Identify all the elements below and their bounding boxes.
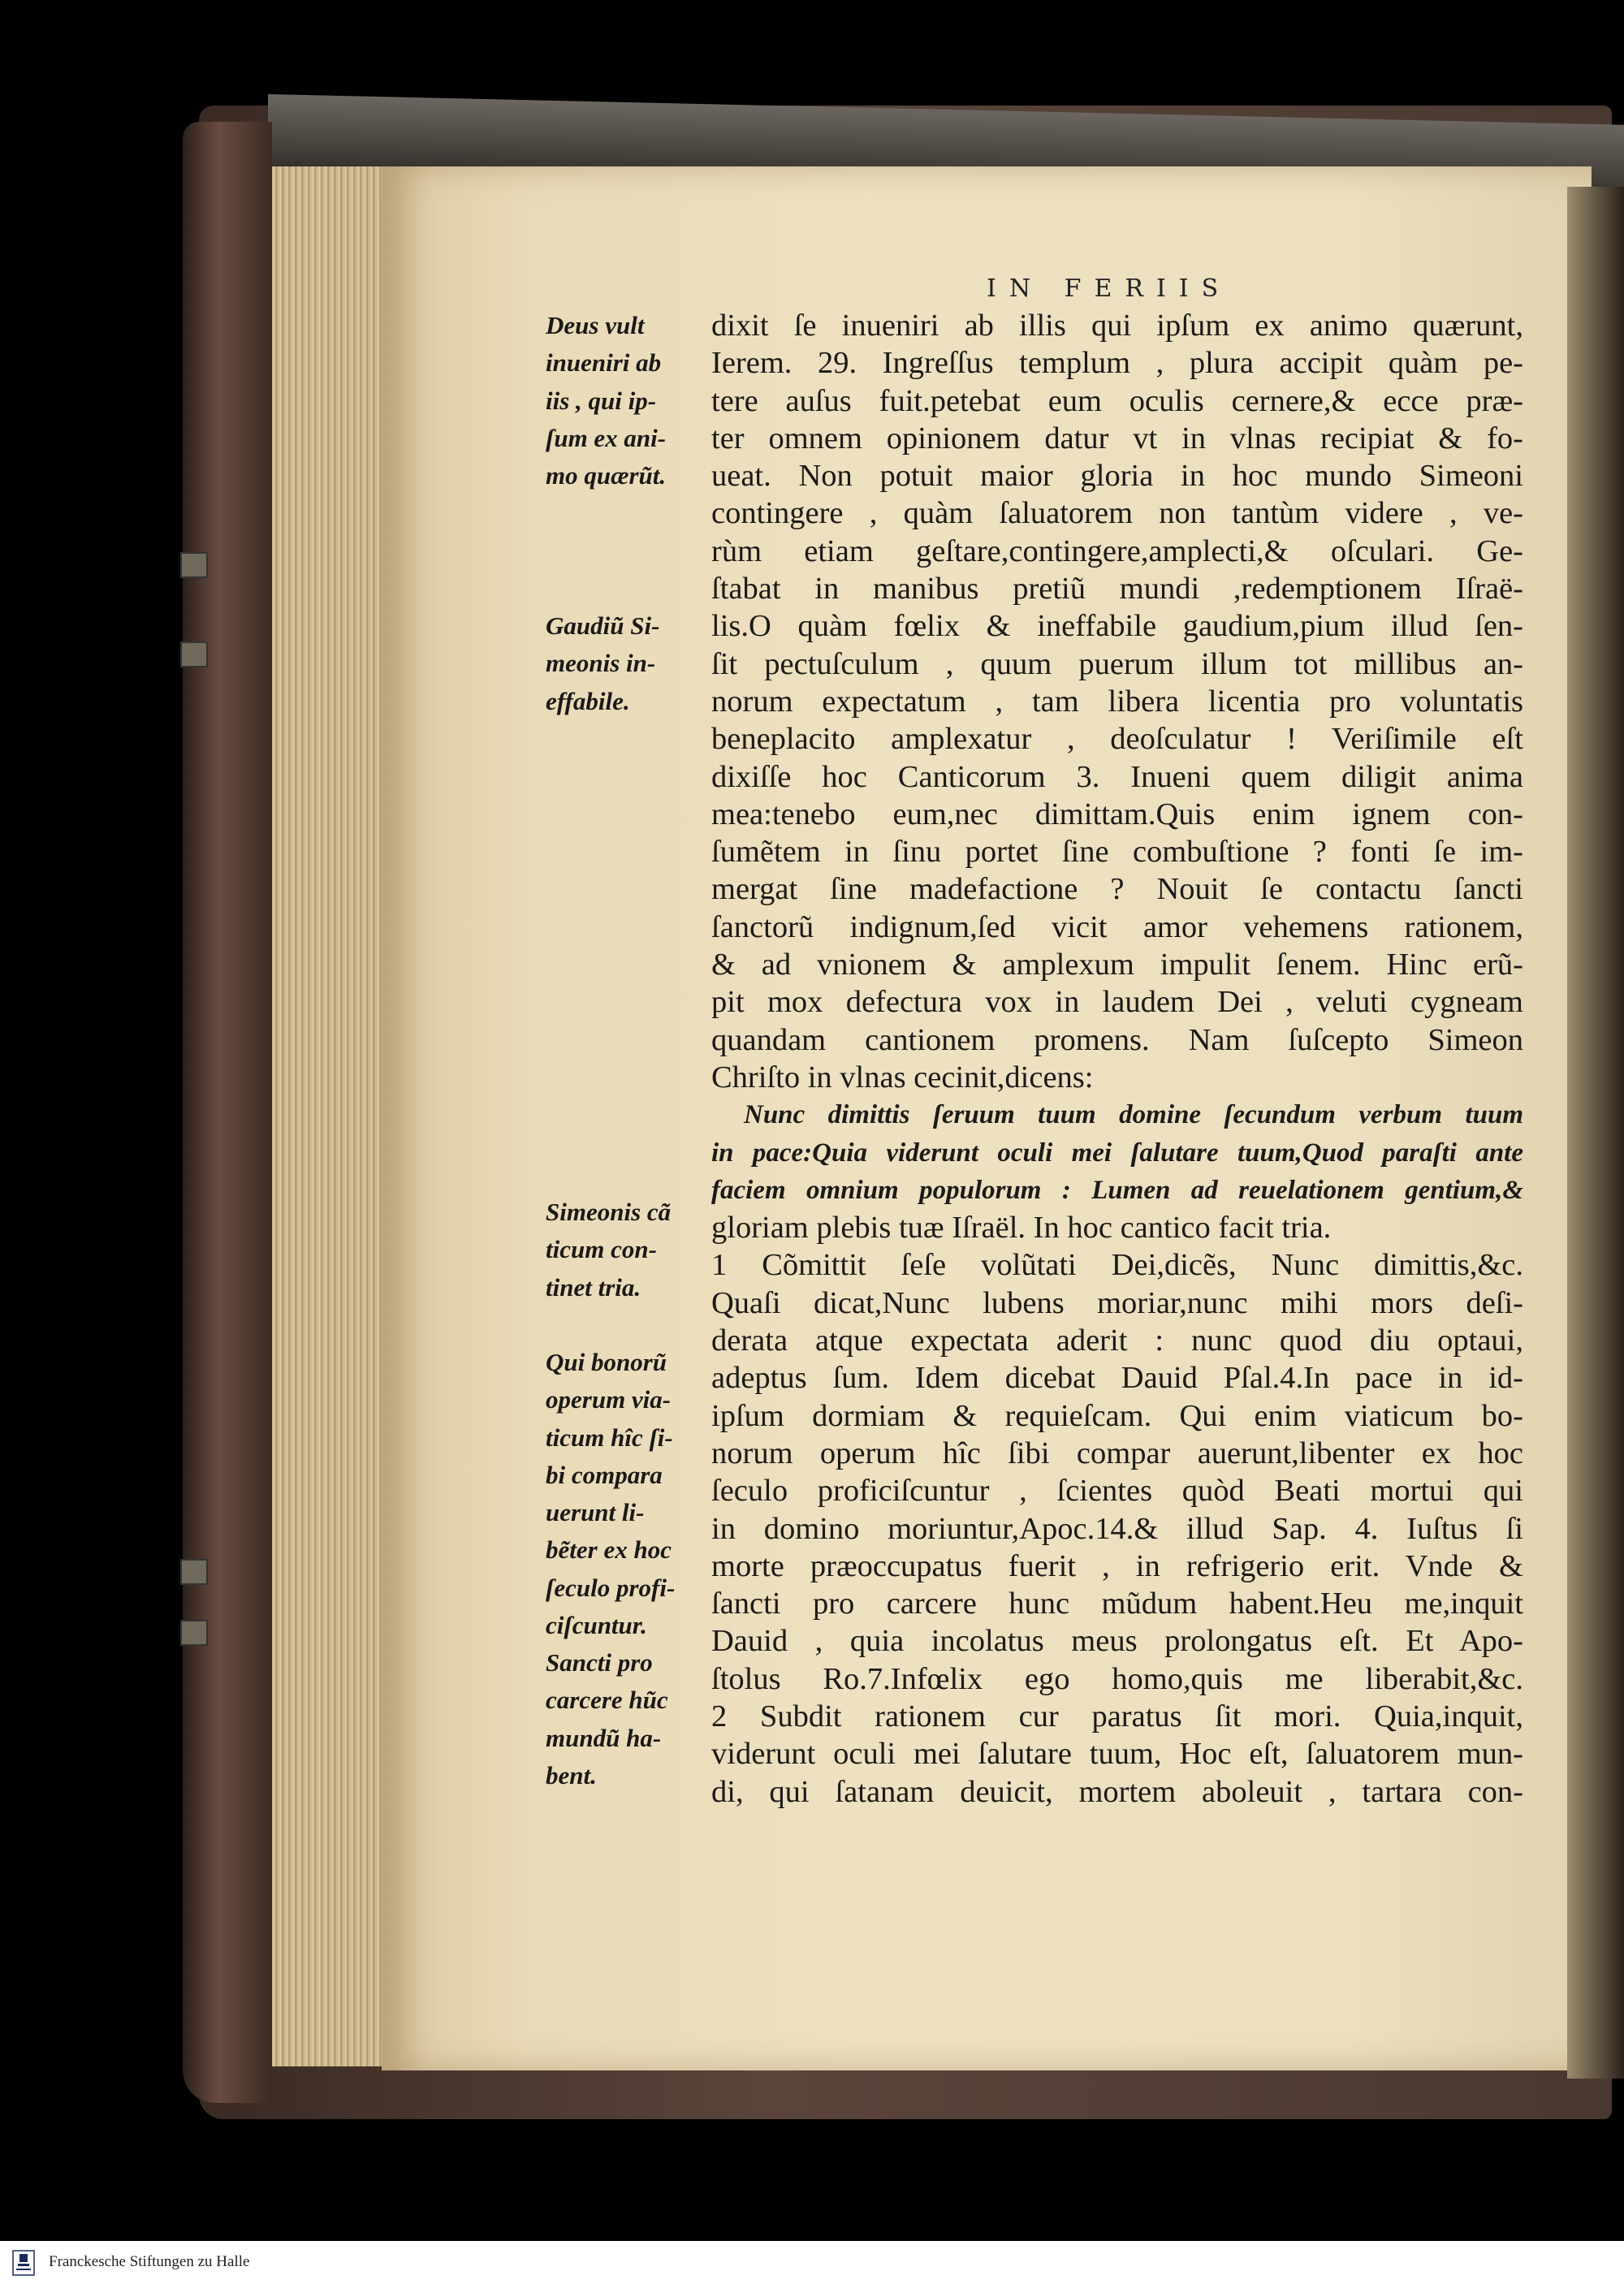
canticle-line: Nunc dimittis ſeruum tuum domine ſecundum verbum tuum (744, 1100, 1523, 1130)
margin-note-line: bẽter ex hoc (546, 1535, 672, 1565)
institution-logo-icon (11, 2249, 36, 2277)
canticle-line: faciem omnium populorum : Lumen ad reuelationem gentium,& (711, 1175, 1523, 1205)
text-line: gloriam plebis tuæ Iſraël. In hoc cantico facit tria. (711, 1211, 1332, 1246)
text-line: ſanctorũ indignum,ſed vicit amor vehemens rationem, (711, 909, 1523, 944)
text-line: ueat. Non potuit maior gloria in hoc mundo Simeoni (711, 459, 1523, 494)
clasp-icon (180, 552, 208, 578)
text-line: beneplacito amplexatur , deoſculatur ! Veriſimile eſt (711, 722, 1523, 757)
text-line: pit mox defectura vox in laudem Dei , veluti cygneam (711, 985, 1523, 1020)
text-line: norum expectatum , tam libera licentia pro voluntatis (711, 684, 1523, 719)
margin-note-line: iis , qui ip- (546, 386, 657, 415)
text-line: mergat ſine madefactione ? Nouit ſe contactu ſancti (711, 872, 1523, 907)
margin-note (546, 607, 708, 720)
margin-note-line: mo quærũt. (546, 461, 667, 490)
margin-note-line: Deus vult (546, 311, 645, 339)
text-line: in domino moriuntur,Apoc.14.& illud Sap. 4. Iuſtus ſi (711, 1511, 1523, 1546)
text-line: derata atque expectata aderit : nunc quod diu optaui, (711, 1323, 1523, 1358)
margin-note-line: Sancti pro (546, 1648, 653, 1677)
margin-note-line: bent. (546, 1760, 597, 1790)
text-line: adeptus ſum. Idem dicebat Dauid Pſal.4.In pace in id- (711, 1361, 1523, 1396)
text-line: morte præoccupatus fuerit , in refrigerio erit. Vnde & (711, 1548, 1523, 1583)
margin-note-line: tinet tria. (546, 1272, 641, 1302)
margin-note-line: ticum hîc ſi- (546, 1423, 673, 1452)
viewer-footer (0, 2241, 1624, 2284)
margin-note-line: ciſcuntur. (546, 1611, 647, 1640)
margin-note-line: uerunt li- (546, 1498, 645, 1527)
text-line: ſtolus Ro.7.Infœlix ego homo,quis me liberabit,&c. (711, 1661, 1523, 1696)
text-line: Chriſto in vlnas cecinit,dicens: (711, 1060, 1094, 1095)
margin-note-line: Simeonis cã (546, 1198, 672, 1226)
text-line: ipſum dormiam & requieſcam. Qui enim viaticum bo- (711, 1398, 1523, 1433)
margin-note-line: effabile. (546, 686, 630, 715)
text-line: lis.O quàm fœlix & ineffabile gaudium,pium illud ſen- (711, 609, 1523, 644)
clasp-icon (180, 1620, 208, 1646)
text-line: norum operum hîc ſibi compar auerunt,libenter ex hoc (711, 1436, 1523, 1470)
text-line: 2 Subdit rationem cur paratus ſit mori. Quia,inquit, (711, 1699, 1523, 1734)
gutter-shadow (1567, 187, 1624, 2079)
text-line: tere auſus fuit.petebat eum oculis cernere,& ecce præ- (711, 383, 1523, 418)
text-line: rùm etiam geſtare,contingere,amplecti,& oſculari. Ge- (711, 533, 1523, 568)
text-line: 1 Cõmittit ſeſe volũtati Dei,dicẽs, Nunc dimittis,&c. (711, 1248, 1523, 1283)
text-line: contingere , quàm ſaluatorem non tantùm videre , ve- (711, 496, 1523, 531)
margin-note-line: ſum ex ani- (546, 423, 667, 452)
text-line: ſit pectuſculum , quum puerum illum tot millibus an- (711, 646, 1523, 681)
margin-note (546, 307, 708, 494)
text-line: ſeculo proficiſcuntur , ſcientes quòd Beati mortui qui (711, 1474, 1523, 1509)
body-text (711, 307, 1523, 1811)
margin-note (546, 1644, 708, 1794)
text-line: & ad vnionem & amplexum impulit ſenem. Hinc erũ- (711, 948, 1523, 982)
margin-note-line: mundũ ha- (546, 1723, 662, 1752)
text-line: mea:tenebo eum,nec dimittam.Quis enim ignem con- (711, 797, 1523, 831)
margin-note-line: bi compara (546, 1460, 663, 1489)
text-line: ſumẽtem in ſinu portet ſine combuſtione ? fonti ſe im- (711, 835, 1523, 870)
margin-note (546, 1194, 708, 1306)
text-line: viderunt oculi mei ſalutare tuum, Hoc eſt, ſaluatorem mun- (711, 1737, 1523, 1772)
page-edges (272, 166, 386, 2066)
text-line: dixiſſe hoc Canticorum 3. Inueni quem diligit anima (711, 759, 1523, 794)
text-line: di, qui ſatanam deuicit, mortem aboleuit , tartara con- (711, 1774, 1523, 1809)
text-line: Dauid , quia incolatus meus prolongatus eſt. Et Apo- (711, 1624, 1523, 1659)
text-line: Quaſi dicat,Nunc lubens moriar,nunc mihi mors deſi- (711, 1285, 1523, 1320)
text-line: dixit ſe inueniri ab illis qui ipſum ex animo quærunt, (711, 309, 1523, 343)
clasp-icon (180, 641, 208, 667)
margin-note (546, 1344, 708, 1644)
margin-note-line: ſeculo profi- (546, 1573, 676, 1602)
running-head: IN FERIIS (987, 274, 1232, 303)
margin-note-line: operum via- (546, 1385, 672, 1414)
margin-note-line: Qui bonorũ (546, 1348, 667, 1376)
margin-note-line: carcere hũc (546, 1686, 668, 1715)
text-line: ſancti pro carcere hunc mũdum habent.Heu me,inquit (711, 1587, 1523, 1621)
margin-note-line: Gaudiũ Si- (546, 611, 660, 640)
footer-credit: Franckesche Stiftungen zu Halle (49, 2253, 250, 2270)
margin-note-line: meonis in- (546, 649, 656, 678)
text-line: ſtabat in manibus pretiũ mundi ,redemptionem Iſraë- (711, 572, 1523, 607)
margin-note-line: ticum con- (546, 1235, 657, 1264)
margin-note-line: inueniri ab (546, 348, 662, 378)
canticle-line: in pace:Quia viderunt oculi mei ſalutare tuum,Quod paraſti ante (711, 1138, 1523, 1168)
text-line: quandam cantionem promens. Nam ſuſcepto Simeon (711, 1022, 1523, 1057)
text-line: Ierem. 29. Ingreſſus templum , plura accipit quàm pe- (711, 346, 1523, 381)
book-spine (183, 122, 272, 2103)
clasp-icon (180, 1559, 208, 1585)
text-line: ter omnem opinionem datur vt in vlnas recipiat & fo- (711, 421, 1523, 456)
